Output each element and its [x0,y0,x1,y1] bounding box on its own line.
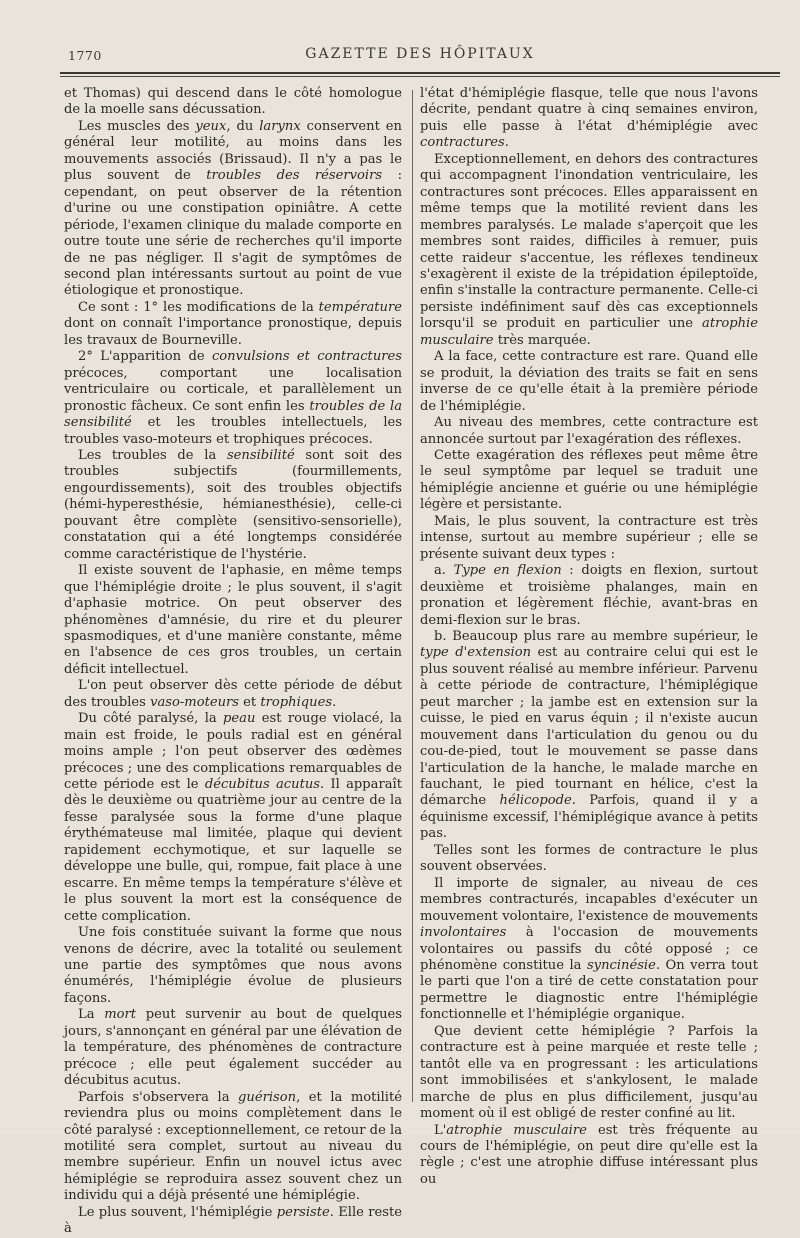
text-run: Cette exagération des réflexes peut même être le seul symptôme par lequel se traduit une hémiplégie ancienne et guérie ou une hémiplégie légère et persistante. [420,447,758,513]
italic-phrase: type d'extension [420,645,532,661]
text-run: peut survenir au bout de quelques jours, s'annonçant en général par une élévation de la température, des phénomènes de contracture précoce ; elle peut également succéder au décubitus acutus. [64,1007,402,1089]
text-run: Il importe de signaler, au niveau de ces membres contracturés, incapables d'exécuter un mouvement volontaire, l'existence de mouvements [420,875,758,924]
header-rule-thick [60,72,780,74]
text-run: Parfois s'observera la [78,1089,239,1105]
journal-title: GAZETTE DES HÔPITAUX [305,46,535,62]
text-run: sont soit des troubles subjectifs (fourmillements, engourdissements), soit des troubles objectifs (hémi-hyperesthésie, hémianesthésie), celle-ci pouvant être complète (sensitivo-sensorielle), constatation qui a été longtemps considérée comme caractéristique de l'hystérie. [64,447,403,562]
paragraph [64,1090,402,1205]
italic-phrase: vaso-moteurs [150,694,240,710]
italic-phrase: troubles de la sensibilité [64,398,402,431]
text-run: . [332,694,337,710]
text-run: : doigts en flexion, surtout deuxième et troisième phalanges, main en pronation et légèrement fléchie, avant-bras en demi-flexion sur le bras. [420,563,758,628]
paragraph [420,563,758,629]
italic-phrase: sensibilité [226,447,295,463]
italic-phrase: syncinésie [586,958,656,974]
paragraph [420,1123,758,1189]
italic-phrase: décubitus acutus [204,777,320,793]
text-run: , et la motilité reviendra plus ou moins complètement dans le côté paralysé : exceptionnellement, ce retour de la motilité sera complet, surtout au niveau du membre supérieur. Enfin un nouvel ictus avec hémiplégie se reproduira assez souvent chez un individu qui a déjà présenté une hémiplégie. [64,1089,402,1204]
paragraph [420,843,758,876]
text-run: L' [434,1122,447,1138]
text-run: b. Beaucoup plus rare au membre supérieur, le [434,628,758,644]
italic-phrase: larynx [259,118,301,134]
text-run: est rouge violacé, la main est froide, le pouls radial est en général moins ample ; l'on peut observer des œdèmes précoces ; une des complications remarquables de cette période est le [64,711,402,793]
text-run: A la face, cette contracture est rare. Quand elle se produit, la déviation des traits se fait en sens inverse de ce qu'elle était à la première période de l'hémiplégie. [420,349,758,414]
paragraph [64,86,402,119]
paragraph [64,711,402,925]
left-column [64,86,402,1238]
italic-phrase: Type en flexion [453,563,562,579]
italic-phrase: troubles des réservoirs [206,168,383,184]
italic-phrase: contractures [420,135,505,151]
text-run: a. [434,563,454,579]
paragraph [420,448,758,514]
paragraph [64,1205,402,1238]
text-run: . On verra tout le parti que l'on a tiré de cette constatation pour permettre le diagnostic entre l'hémiplégie fonctionnelle et l'hémiplégie organique. [420,958,758,1023]
text-run: Les muscles des [78,118,196,134]
header-rule-thin [60,76,780,77]
text-run: , du [226,118,260,134]
text-run: Mais, le plus souvent, la contracture est très intense, surtout au membre supérieur ; elle se présente suivant deux types : [420,513,758,562]
italic-phrase: involontaires [420,925,507,941]
paragraph [64,563,402,678]
text-run: et [239,694,261,710]
paragraph [64,119,402,300]
italic-phrase: trophiques [260,694,333,710]
running-header [60,44,780,68]
paragraph [420,349,758,415]
text-run: Le plus souvent, l'hémiplégie [78,1204,277,1220]
text-run: dont on connaît l'importance pronostique, depuis les travaux de Bourneville. [64,316,402,348]
text-run: . [504,135,509,151]
italic-phrase: atrophie musculaire [420,316,758,348]
text-run: 2° L'apparition de [78,349,212,365]
italic-phrase: atrophie musculaire [446,1122,587,1138]
column-divider [412,90,413,1102]
text-run: Exceptionnellement, en dehors des contractures qui accompagnent l'inondation ventriculaire, les contractures sont précoces. Elles apparaissent en même temps que la motilité revient dans les membres paralysés. Le malade s'aperçoit que les membres sont raides, difficiles à remuer, puis cette raideur s'accentue, les réflexes tendineux s'exagèrent il existe de la trépidation épileptoïde, enfin s'installe la contracture permanente. Celle-ci persiste indéfiniment sauf dès cas exceptionnels lorsqu'il se produit en particulier une [420,151,758,332]
text-run: : cependant, on peut observer de la rétention d'urine ou une constipation opiniâtre. A cette période, l'examen clinique du malade comporte en outre toute une série de recherches qu'il importe de ne pas négliger. Il s'agit de symptômes de second plan intéressants surtout au point de vue étiologique et pronostique. [64,168,402,299]
text-run: . Elle reste à [64,1204,402,1237]
italic-phrase: yeux [195,118,227,134]
text-run: à l'occasion de mouvements volontaires ou passifs du côté opposé ; ce phénomène constitue la [420,925,758,974]
paragraph [64,1007,402,1089]
paragraph [420,514,758,563]
page-number: 1770 [68,48,102,63]
paragraph [64,678,402,711]
italic-phrase: hélicopode [499,793,572,809]
paragraph [64,448,402,563]
text-run: Telles sont les formes de contracture le plus souvent observées. [420,842,758,875]
paragraph [420,1024,758,1123]
text-run: Une fois constituée suivant la forme que nous venons de décrire, avec la totalité ou seulement une partie des symptômes que nous avons énumérés, l'hémiplégie évolue de plusieurs façons. [64,925,402,1006]
paragraph [64,925,402,1007]
italic-phrase: convulsions et contractures [211,349,402,365]
italic-phrase: mort [104,1007,137,1023]
text-run: L'on peut observer dès cette période de début des troubles [64,678,402,710]
text-run: conservent en général leur motilité, au moins dans les mouvements associés (Brissaud). Il n'y a pas le plus souvent de [64,118,402,184]
paragraph [420,876,758,1024]
text-run: précoces, comportant une localisation ventriculaire ou corticale, et parallèlement un pronostic fâcheux. Ce sont enfin les [64,365,402,414]
italic-phrase: guérison [238,1089,297,1105]
text-run: . Parfois, quand il y a équinisme excessif, l'hémiplégique avance à petits pas. [420,793,759,842]
paragraph [420,629,758,843]
paragraph [64,300,402,349]
italic-phrase: température [318,299,402,315]
italic-phrase: peau [223,711,256,727]
text-run: Ce sont : 1° les modifications de la [78,299,319,315]
text-run: La [78,1007,105,1023]
text-run: Que devient cette hémiplégie ? Parfois la contracture est à peine marquée et reste telle ; tantôt elle va en progressant : les articulations sont immobilisées et s'ankylosent, le malade marche de plus en plus difficilement, jusqu'au moment où il est obligé de rester confiné au lit. [420,1023,758,1122]
text-run: Du côté paralysé, la [78,711,224,727]
paragraph [64,349,402,448]
italic-phrase: persiste [276,1204,330,1220]
paragraph [420,86,758,152]
text-run: . Il apparaît dès le deuxième ou quatrième jour au centre de la fesse paralysée sous la forme d'une plaque érythémateuse mal limitée, plaque qui devient rapidement ecchymotique, et sur laquelle se développe une bulle, qui, rompue, fait place à une escarre. En même temps la température s'élève et le plus souvent la mort est la conséquence de cette complication. [64,777,402,924]
text-run: est très fréquente au cours de l'hémiplégie, on peut dire qu'elle est la règle ; c'est une atrophie diffuse intéressant plus ou [420,1122,759,1187]
text-run: Au niveau des membres, cette contracture est annoncée surtout par l'exagération des réflexes. [420,415,758,447]
right-column [420,86,758,1188]
text-run: et Thomas) qui descend dans le côté homologue de la moelle sans décussation. [64,86,402,118]
text-run: très marquée. [493,332,591,348]
text-run: l'état d'hémiplégie flasque, telle que nous l'avons décrite, pendant quatre à cinq semaines environ, puis elle passe à l'état d'hémiplégie avec [420,86,758,134]
text-run: Les troubles de la [78,447,227,463]
text-run: Il existe souvent de l'aphasie, en même temps que l'hémiplégie droite ; le plus souvent, il s'agit d'aphasie motrice. On peut observer des phénomènes d'amnésie, du rire et du pleurer spasmodiques, et d'une manière constante, même en l'absence de ces gros troubles, un certain déficit intellectuel. [64,563,402,677]
paragraph [420,152,758,349]
text-run: et les troubles intellectuels, les troubles vaso-moteurs et trophiques précoces. [64,415,402,447]
text-run: est au contraire celui qui est le plus souvent réalisé au membre inférieur. Parvenu à cette période de contracture, l'hémiplégique peut marcher ; la jambe est en extension sur la cuisse, le pied en varus équin ; il n'existe aucun mouvement dans l'articulation du genou ou du cou-de-pied, tout le mouvement se passe dans l'articulation de la hanche, le malade marche en fauchant, le pied tournant en hélice, c'est la démarche [420,645,759,809]
paragraph [420,415,758,448]
